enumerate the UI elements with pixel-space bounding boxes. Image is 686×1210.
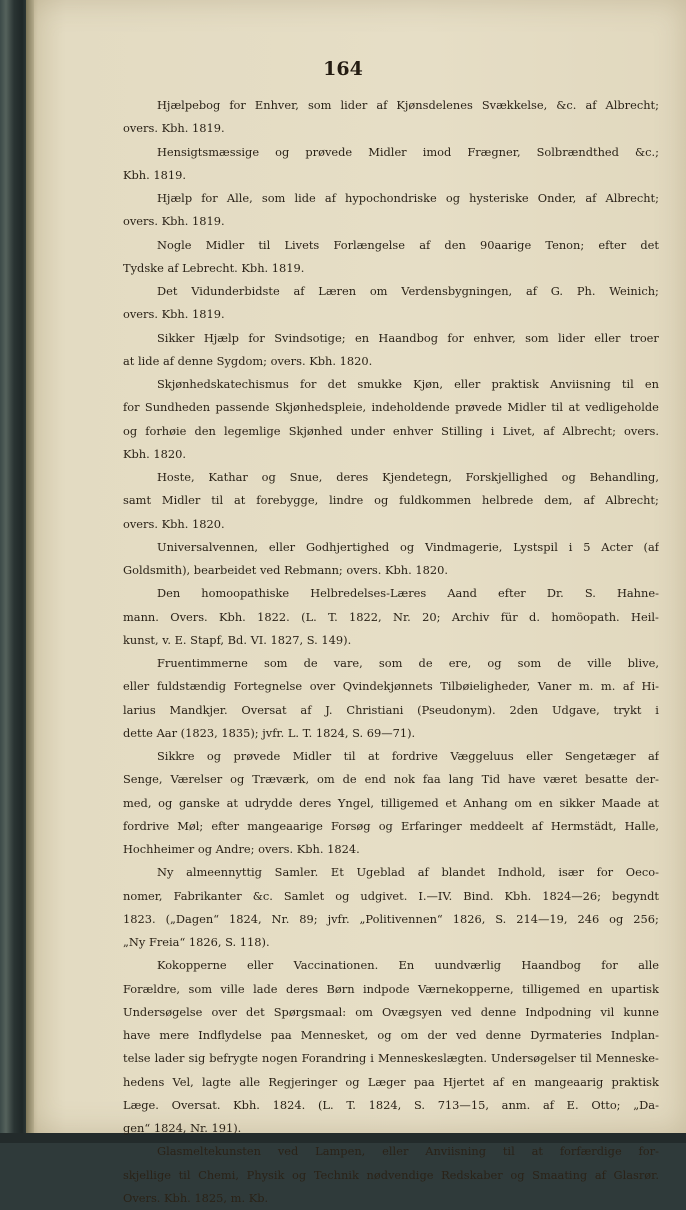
text-line: Kbh. 1819. bbox=[123, 167, 186, 182]
text-line: Kokopperne eller Vaccinationen. En uundværlig Haandbog for alle bbox=[157, 958, 659, 973]
text-line: overs. Kbh. 1820. bbox=[123, 516, 225, 531]
text-line: Læge. Oversat. Kbh. 1824. (L. T. 1824, S. 713—15, anm. af E. Otto; „Da- bbox=[123, 1097, 659, 1112]
text-line: Den homoopathiske Helbredelses-Læres Aand efter Dr. S. Hahne- bbox=[157, 586, 659, 601]
text-line: Undersøgelse over det Spørgsmaal: om Ovægsyen ved denne Indpodning vil kunne bbox=[123, 1004, 659, 1019]
text-line: skjellige til Chemi, Physik og Technik nødvendige Redskaber og Smaating af Glasrør. bbox=[123, 1167, 659, 1182]
text-line: Det Vidunderbidste af Læren om Verdensbygningen, af G. Ph. Weinich; bbox=[157, 284, 659, 298]
text-line: gen“ 1824, Nr. 191). bbox=[123, 1121, 242, 1135]
text-line: Sikkre og prøvede Midler til at fordrive Væggeluus eller Sengetæger af bbox=[157, 749, 659, 763]
page-binding-edge bbox=[26, 0, 34, 1133]
text-line: Senge, Værelser og Træværk, om de end nok faa lang Tid have været besatte der- bbox=[123, 772, 659, 787]
text-line: „Ny Freia“ 1826, S. 118). bbox=[123, 935, 270, 949]
text-line: overs. Kbh. 1819. bbox=[123, 121, 225, 136]
text-line: 1823. („Dagen“ 1824, Nr. 89; jvfr. „Politivennen“ 1826, S. 214—19, 246 og 256; bbox=[123, 911, 659, 926]
text-line: dette Aar (1823, 1835); jvfr. L. T. 1824, S. 69—71). bbox=[123, 725, 416, 740]
text-line: hedens Vel, lagte alle Regjeringer og Læger paa Hjertet af en mangeaarig praktisk bbox=[123, 1074, 659, 1089]
text-line: Hensigtsmæssige og prøvede Midler imod Frægner, Solbrændthed &c.; bbox=[157, 144, 659, 159]
text-line: og forhøie den legemlige Skjønhed under enhver Stilling i Livet, af Albrecht; overs. bbox=[123, 423, 659, 438]
text-line: Overs. Kbh. 1825, m. Kb. bbox=[123, 1190, 269, 1205]
text-line: overs. Kbh. 1819. bbox=[123, 307, 225, 322]
text-line: Hochheimer og Andre; overs. Kbh. 1824. bbox=[123, 842, 360, 856]
text-line: Forældre, som ville lade deres Børn indpode Værnekopperne, tilligemed en upartisk bbox=[123, 981, 659, 996]
text-line: at lide af denne Sygdom; overs. Kbh. 1820. bbox=[123, 353, 373, 368]
text-line: telse lader sig befrygte nogen Forandring i Menneskeslægten. Undersøgelser til Menneske- bbox=[123, 1051, 659, 1066]
text-line: Universalvennen, eller Godhjertighed og Vindmagerie, Lystspil i 5 Acter (af bbox=[157, 539, 659, 554]
text-line: larius Mandkjer. Oversat af J. Christiani (Pseudonym). 2den Udgave, trykt i bbox=[123, 702, 659, 717]
text-line: Hjælpebog for Enhver, som lider af Kjønsdelenes Svækkelse, &c. af Albrecht; bbox=[157, 98, 659, 112]
text-line: Hjælp for Alle, som lide af hypochondriske og hysteriske Onder, af Albrecht; bbox=[157, 191, 659, 205]
text-line: eller fuldstændig Fortegnelse over Qvindekjønnets Tilbøieligheder, Vaner m. m. af Hi- bbox=[123, 679, 659, 694]
text-line: Glasmeltekunsten ved Lampen, eller Anviisning til at forfærdige for- bbox=[157, 1144, 659, 1159]
text-line: Sikker Hjælp for Svindsotige; en Haandbog for enhver, som lider eller troer bbox=[157, 330, 659, 345]
bibliography-text-block bbox=[123, 94, 659, 1210]
text-line: fordrive Møl; efter mangeaarige Forsøg og Erfaringer meddeelt af Hermstädt, Halle, bbox=[123, 818, 659, 833]
text-line: have mere Indflydelse paa Mennesket, og om der ved denne Dyrmateries Indplan- bbox=[123, 1028, 659, 1042]
text-line: med, og ganske at udrydde deres Yngel, tilligemed et Anhang om en sikker Maade at bbox=[123, 795, 659, 810]
text-line: mann. Overs. Kbh. 1822. (L. T. 1822, Nr. 20; Archiv für d. homöopath. Heil- bbox=[123, 609, 659, 624]
text-line: samt Midler til at forebygge, lindre og fuldkommen helbrede dem, af Albrecht; bbox=[123, 493, 659, 508]
text-line: Tydske af Lebrecht. Kbh. 1819. bbox=[123, 260, 305, 275]
text-line: Ny almeennyttig Samler. Et Ugeblad af blandet Indhold, især for Oeco- bbox=[157, 865, 659, 880]
text-line: Fruentimmerne som de vare, som de ere, og som de ville blive, bbox=[157, 656, 659, 670]
text-line: Skjønhedskatechismus for det smukke Kjøn, eller praktisk Anviisning til en bbox=[157, 377, 659, 391]
text-line: Nogle Midler til Livets Forlængelse af den 90aarige Tenon; efter det bbox=[157, 237, 659, 252]
text-line: nomer, Fabrikanter &c. Samlet og udgivet. I.—IV. Bind. Kbh. 1824—26; begyndt bbox=[123, 888, 659, 903]
text-line: Hoste, Kathar og Snue, deres Kjendetegn, Forskjellighed og Behandling, bbox=[157, 470, 659, 484]
text-line: overs. Kbh. 1819. bbox=[123, 214, 225, 229]
text-line: Goldsmith), bearbeidet ved Rebmann; overs. Kbh. 1820. bbox=[123, 563, 448, 577]
text-line: for Sundheden passende Skjønhedspleie, indeholdende prøvede Midler til at vedligeholde bbox=[123, 400, 659, 415]
text-line: Kbh. 1820. bbox=[123, 446, 186, 461]
page-number: 164 bbox=[323, 58, 363, 80]
text-line: kunst, v. E. Stapf, Bd. VI. 1827, S. 149). bbox=[123, 632, 352, 647]
